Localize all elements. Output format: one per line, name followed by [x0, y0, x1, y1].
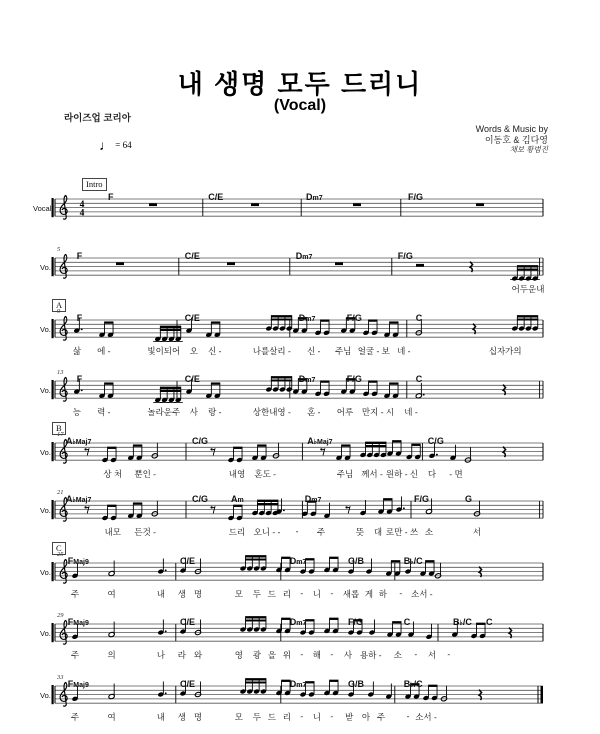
note-group-b4	[240, 556, 267, 571]
lyric-syllable: 오	[189, 346, 198, 356]
time-signature-top: 4	[79, 199, 85, 210]
chord-symbol: C	[415, 313, 423, 323]
lyric-syllable: 능	[72, 407, 81, 417]
eighth-rest	[345, 506, 347, 508]
lyric-syllable: 나	[156, 650, 165, 660]
chord-symbol: F	[76, 313, 83, 323]
lyric-syllable: 다	[427, 469, 437, 479]
note-group-wr	[251, 203, 259, 206]
lyric-syllable: 을	[267, 650, 276, 660]
chord-symbol: Dm7	[289, 556, 307, 566]
half-rest	[416, 264, 424, 267]
staff-label-vocal: Vo.	[40, 629, 51, 638]
lyric-syllable: 두	[252, 589, 261, 599]
lyric-syllable: 신 -	[307, 346, 321, 356]
lyric-syllable: 뿐인 -	[134, 469, 156, 479]
lyric-syllable: 원하 - 신	[385, 469, 419, 479]
augmentation-dot	[165, 692, 167, 694]
note-group-h	[435, 563, 442, 579]
chord-symbol: F/G	[414, 494, 430, 504]
lyric-syllable: 명	[193, 589, 203, 599]
chord-symbol: C/E	[208, 192, 224, 202]
chord-symbol: Dm7	[289, 617, 307, 627]
chord-symbol: F/G	[348, 617, 364, 627]
system-bracket	[52, 685, 54, 704]
note-group-h	[151, 443, 158, 459]
chord-symbol: C/E	[180, 617, 196, 627]
chord-symbol: F/G	[408, 192, 424, 202]
lyric-syllable: 의	[107, 650, 116, 660]
note-group-h	[195, 682, 202, 698]
chord-symbol: C/G	[192, 494, 209, 504]
eighth-rest-tail	[348, 507, 350, 514]
measure-number: 33	[57, 674, 64, 681]
lyric-syllable: 내영	[228, 469, 246, 479]
note-group-b4	[265, 316, 292, 331]
staff-label-vocal: Vo.	[40, 263, 51, 272]
lyric-syllable: 소	[393, 650, 402, 660]
chord-symbol: B♭/C	[453, 617, 472, 627]
chord-symbol: Dm7	[289, 679, 307, 689]
lyric-syllable: 소	[424, 527, 434, 537]
lyric-syllable: 생	[177, 589, 186, 599]
lyric-syllable: 어두운내	[511, 284, 545, 294]
note-group-wr	[116, 262, 124, 265]
note-group-b2	[324, 681, 339, 696]
lyric-syllable: 드	[267, 589, 276, 599]
whole-rest	[227, 262, 235, 265]
note-group-hr	[416, 264, 424, 267]
augmentation-dot	[403, 507, 405, 509]
chord-symbol: C/G	[427, 436, 444, 446]
chord-symbol: Dm7	[298, 374, 316, 384]
whole-rest	[149, 203, 157, 206]
chord-symbol: C	[415, 374, 423, 384]
credit-transcriber: 채보 황범진	[509, 145, 548, 154]
whole-rest	[335, 262, 343, 265]
staff-label-vocal: Vo.	[40, 568, 51, 577]
augmentation-dot	[436, 454, 438, 456]
staff-label-vocal: Vo.	[40, 691, 51, 700]
lyric-syllable: 위	[282, 650, 291, 660]
lyric-syllable: -	[447, 649, 451, 659]
note-group-q	[366, 559, 373, 575]
chord-symbol: A♭Maj7	[66, 494, 92, 504]
chord-symbol: F	[108, 192, 114, 202]
note-group-q	[369, 620, 376, 636]
lyric-syllable: 놀라운주	[147, 407, 181, 417]
lyric-syllable: 주님	[336, 469, 354, 479]
lyric-syllable: 두	[252, 712, 261, 722]
lyric-syllable: -	[295, 526, 299, 536]
rehearsal-mark-a: A	[52, 299, 66, 312]
chord-symbol: B♭/C	[403, 679, 423, 689]
credit-authors: 이동호 & 김다영	[484, 134, 548, 145]
lyric-syllable: 삶	[72, 346, 81, 356]
lyric-syllable: 여	[107, 589, 116, 599]
chord-symbol: F/G	[346, 374, 362, 384]
lyric-syllable: -	[414, 649, 418, 659]
lyric-syllable: -	[399, 588, 403, 598]
chord-symbol: F/G	[397, 251, 413, 261]
measure-number: 5	[57, 246, 61, 253]
rehearsal-mark-c: C	[52, 542, 66, 555]
staff-label-vocal: Vo.	[40, 448, 51, 457]
augmentation-dot	[165, 569, 167, 571]
lyric-syllable: 주	[376, 712, 386, 722]
chord-symbol: C/E	[180, 679, 196, 689]
note-group-b4	[153, 388, 183, 403]
final-barline-thick	[541, 686, 544, 703]
lyric-syllable: - 면	[449, 469, 463, 479]
lyric-syllable: 주	[70, 650, 80, 660]
note-group-b2	[276, 619, 291, 634]
eighth-rest	[210, 448, 212, 450]
lyric-syllable: 와	[193, 650, 203, 660]
measure-number: 21	[57, 489, 64, 496]
whole-rest	[476, 203, 484, 206]
lyric-syllable: 명	[193, 712, 203, 722]
lyric-syllable: 만지 - 시	[361, 407, 395, 417]
lyric-syllable: 생	[177, 712, 186, 722]
whole-rest	[251, 203, 259, 206]
lyric-syllable: 어루	[336, 407, 354, 417]
system-bracket	[52, 319, 54, 338]
lyric-syllable: 내	[156, 589, 165, 599]
lyric-syllable: 에 -	[97, 346, 111, 356]
note-group-b2	[384, 323, 399, 338]
system-bracket	[52, 257, 54, 276]
note-group-b2	[315, 321, 330, 336]
lyric-syllable: 사	[343, 650, 353, 660]
note-group-b2	[385, 561, 400, 576]
chord-symbol: C/E	[184, 313, 200, 323]
note-group-q	[367, 682, 374, 698]
song-subtitle: (Vocal)	[273, 97, 327, 114]
lyric-syllable: 십자가의	[488, 346, 522, 356]
lyric-syllable: 모	[234, 589, 243, 599]
note-group-b2	[127, 446, 142, 461]
note-group-dq	[396, 497, 405, 513]
lyric-syllable: 상한내영 -	[252, 407, 291, 417]
lyric-syllable: 여	[107, 712, 116, 722]
note-group-b4	[265, 377, 292, 392]
lyric-syllable: 아	[361, 712, 371, 722]
augmentation-dot	[283, 509, 285, 511]
lyric-syllable: 랑 -	[208, 407, 222, 417]
chord-symbol: Dm7	[306, 192, 323, 202]
note-group-b4	[153, 327, 183, 342]
lyric-syllable: 나를살리 -	[252, 346, 291, 356]
note-group-b2	[102, 448, 117, 463]
staff-label-vocal: Vo.	[40, 325, 51, 334]
system-bracket	[52, 198, 54, 217]
lyric-syllable: 대	[373, 527, 383, 537]
note-group-b2	[228, 448, 243, 463]
chord-symbol: G/B	[348, 556, 365, 566]
note-group-b2	[324, 558, 339, 573]
note-group-b2	[205, 384, 220, 399]
note-group-b2	[205, 323, 220, 338]
note-group-h	[441, 686, 448, 702]
staff-label-vocal: Vocal	[33, 204, 52, 213]
whole-rest	[353, 203, 361, 206]
note-group-b2	[378, 499, 393, 514]
chord-symbol: Am	[231, 494, 244, 504]
chord-symbol: B♭/C	[403, 556, 423, 566]
augmentation-dot	[165, 630, 167, 632]
chord-symbol: Dm7	[298, 313, 316, 323]
lyric-syllable: -	[406, 711, 410, 721]
note-group-dq	[157, 559, 166, 575]
whole-rest	[116, 262, 124, 265]
chord-symbol: C/E	[184, 251, 200, 261]
tempo-value: = 64	[115, 140, 132, 150]
chord-symbol: F	[76, 374, 83, 384]
system-bracket	[52, 380, 54, 399]
eighth-rest-tail	[87, 449, 89, 456]
note-group-b2	[387, 622, 402, 637]
note-group-b2	[324, 619, 339, 634]
credits-block	[476, 124, 548, 156]
lyric-syllable: 신 -	[208, 346, 222, 356]
lyric-syllable: 께서 -	[361, 469, 383, 479]
staff-label-vocal: Vo.	[40, 386, 51, 395]
rehearsal-mark-intro: Intro	[82, 178, 107, 191]
lyric-syllable: 주	[316, 527, 326, 537]
note-group-b4	[510, 266, 540, 281]
note-group-b2	[102, 506, 117, 521]
note-group-b2	[363, 321, 378, 336]
lyric-syllable: 오니 - -	[253, 527, 281, 537]
lyric-syllable: 서	[472, 527, 482, 537]
note-group-wr	[476, 203, 484, 206]
lyric-syllable: 니	[312, 589, 321, 599]
lyric-syllable: -	[300, 711, 304, 721]
lyric-syllable: 서	[427, 650, 437, 660]
eighth-rest-tail	[87, 507, 89, 514]
lyric-syllable: 라	[177, 650, 186, 660]
lyric-syllable: 빛이되어	[147, 346, 181, 356]
lyric-syllable: 주	[70, 712, 80, 722]
eighth-rest	[210, 506, 212, 508]
note-group-b2	[363, 382, 378, 397]
lyric-syllable: 드리	[228, 527, 246, 537]
note-group-b2	[276, 681, 291, 696]
lyric-syllable: 새롭	[342, 589, 360, 599]
chord-symbol: Dm7	[295, 251, 313, 261]
note-group-q	[426, 624, 433, 640]
chord-symbol: F	[76, 251, 83, 261]
chord-symbol: C/E	[180, 556, 196, 566]
note-group-h	[195, 620, 202, 636]
lyric-syllable: 영	[234, 650, 243, 660]
augmentation-dot	[423, 394, 425, 396]
lyric-syllable: 얼굴 - 보	[357, 346, 390, 356]
lyric-syllable: 받	[345, 712, 354, 722]
lyric-syllable: 로만 - 쓰	[385, 527, 419, 537]
lyric-syllable: 사	[189, 407, 198, 417]
lyric-syllable: 드	[267, 712, 276, 722]
eighth-rest-tail	[213, 449, 215, 456]
lyric-syllable: 력 -	[97, 407, 111, 417]
rehearsal-mark-b: B	[52, 422, 66, 435]
lyric-syllable: 네 -	[404, 407, 418, 417]
chord-symbol: A♭Maj7	[66, 436, 92, 446]
augmentation-dot	[81, 389, 83, 391]
note-group-b2	[228, 506, 243, 521]
chord-symbol: FMaj9	[67, 679, 89, 689]
note-group-b2	[276, 558, 291, 573]
lyric-syllable: -	[330, 588, 334, 598]
quarter-note-icon: ♩	[99, 139, 113, 154]
lyric-syllable: 주	[70, 589, 80, 599]
lyric-syllable: 내	[156, 712, 165, 722]
note-group-b4	[240, 679, 267, 694]
lyric-syllable: 해	[312, 650, 321, 660]
lyric-syllable: 리	[282, 712, 291, 722]
note-group-wr	[227, 262, 235, 265]
chord-symbol: Dm7	[304, 494, 322, 504]
note-group-h	[273, 443, 280, 459]
note-group-wr	[335, 262, 343, 265]
chord-symbol: C	[486, 617, 493, 627]
measure-number: 13	[57, 369, 64, 376]
note-group-wr	[353, 203, 361, 206]
staff-label-vocal: Vo.	[40, 506, 51, 515]
lyric-syllable: 주님	[334, 346, 352, 356]
eighth-rest-tail	[213, 507, 215, 514]
lyric-syllable: -	[300, 588, 304, 598]
system-bracket	[52, 623, 54, 642]
chord-symbol: FMaj9	[67, 617, 89, 627]
measure-number: 9	[57, 308, 61, 315]
lyric-syllable: 혼 -	[307, 407, 321, 417]
chord-symbol: F/G	[346, 313, 362, 323]
measure-number: 29	[57, 612, 64, 619]
lyric-syllable: 리	[282, 589, 291, 599]
note-group-b4	[511, 316, 538, 331]
chord-symbol: G	[465, 494, 473, 504]
chord-symbol: G/B	[348, 679, 365, 689]
chord-symbol: FMaj9	[67, 556, 89, 566]
note-group-h	[474, 501, 481, 517]
note-group-dq	[157, 620, 166, 636]
system-bracket	[52, 562, 54, 581]
note-group-b2	[127, 504, 142, 519]
lyric-syllable: 하	[378, 589, 387, 599]
note-group-b2	[387, 441, 402, 456]
lyric-syllable: -	[330, 649, 334, 659]
system-bracket	[52, 442, 54, 461]
lyric-syllable: 용하 -	[359, 650, 382, 660]
lyric-syllable: 상 처	[103, 469, 123, 479]
publisher-label: 라이즈업 코리아	[64, 113, 131, 124]
lyric-syllable: 소서 -	[410, 589, 433, 599]
lyric-syllable: -	[330, 711, 334, 721]
note-group-dq	[157, 682, 166, 698]
tempo-marking	[99, 139, 132, 154]
lyric-syllable: 네 -	[397, 346, 411, 356]
lyric-syllable: 게	[364, 589, 374, 599]
song-title: 내 생명 모두 드리니	[177, 69, 423, 99]
augmentation-dot	[81, 328, 83, 330]
lyric-syllable: 내모	[104, 527, 122, 537]
note-group-h	[151, 501, 158, 517]
chord-symbol: C/G	[192, 436, 209, 446]
chord-symbol: C	[403, 617, 411, 627]
note-group-h	[195, 559, 202, 575]
chord-symbol: C/E	[184, 374, 200, 384]
time-signature-bottom: 4	[79, 208, 85, 219]
note-group-q	[360, 500, 367, 516]
chord-symbol: A♭Maj7	[307, 436, 333, 446]
credit-by-line: Words & Music by	[475, 124, 548, 134]
system-bracket	[52, 500, 54, 519]
note-group-wr	[149, 203, 157, 206]
note-group-b2	[336, 446, 351, 461]
lyric-syllable: 광	[252, 650, 261, 660]
note-group-b2	[252, 446, 267, 461]
note-group-b2	[315, 382, 330, 397]
lyric-syllable: 든것 -	[134, 527, 156, 537]
eighth-rest-tail	[322, 449, 324, 456]
lyric-syllable: 니	[312, 712, 321, 722]
lyric-syllable: 뜻	[355, 527, 365, 537]
note-group-b2	[99, 384, 114, 399]
staff-system	[0, 658, 600, 732]
lyric-syllable: 모	[234, 712, 243, 722]
note-group-b4	[240, 617, 267, 632]
measure-number: 25	[57, 551, 64, 558]
lyric-syllable: 혼도 -	[254, 469, 276, 479]
lyric-syllable: -	[300, 649, 304, 659]
measure-number: 17	[57, 431, 64, 438]
lyric-syllable: 소서 -	[415, 712, 437, 722]
note-group-b2	[99, 323, 114, 338]
note-group-b2	[384, 384, 399, 399]
